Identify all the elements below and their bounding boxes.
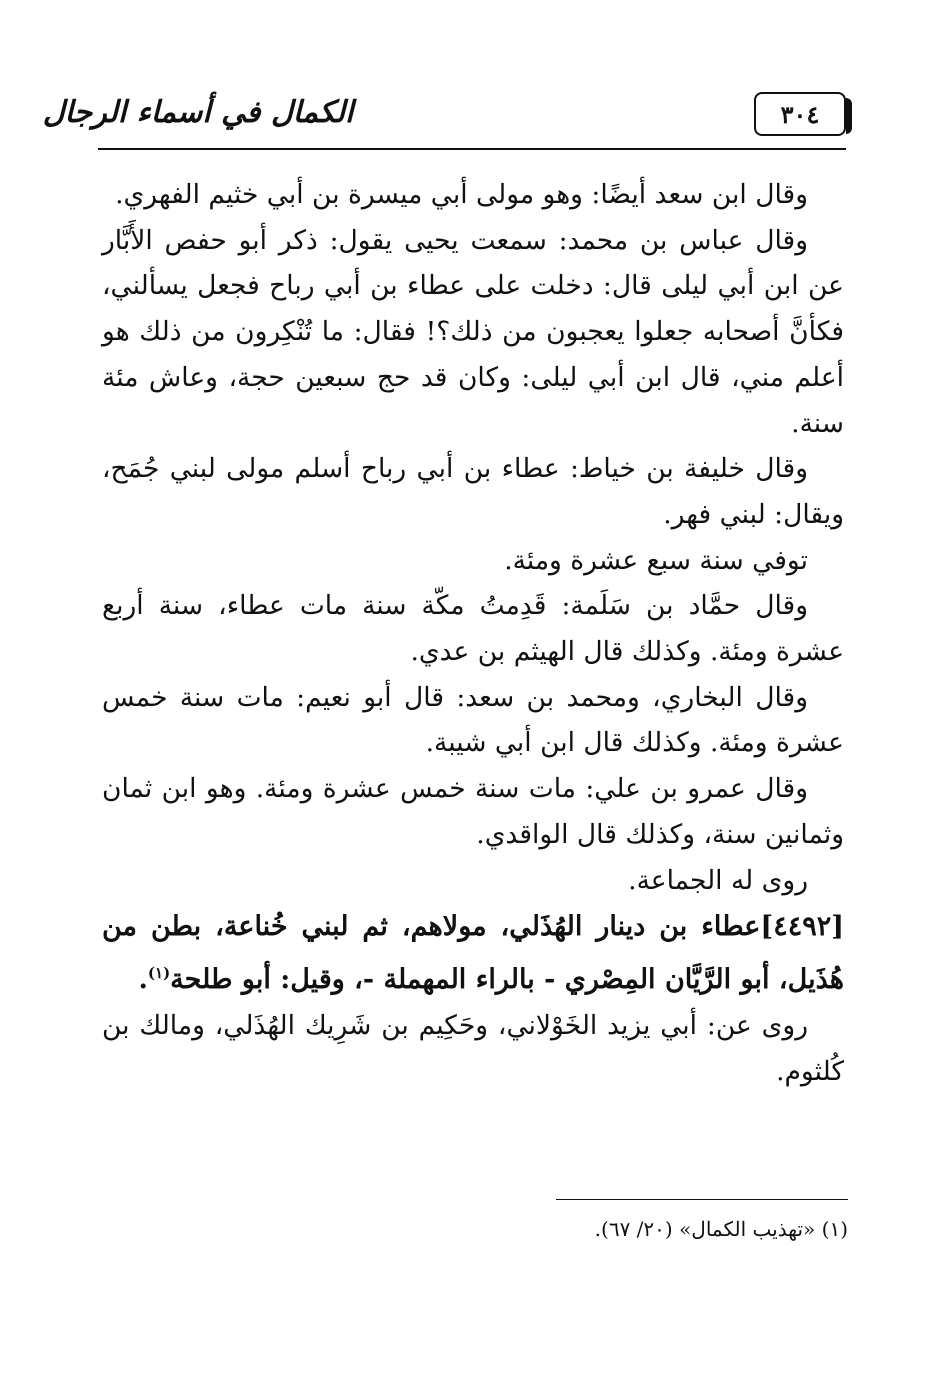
main-text: [102, 172, 844, 1095]
entry-end: .: [138, 964, 148, 996]
footnote-rule: [556, 1199, 848, 1200]
paragraph: وقال عمرو بن علي: مات سنة خمس عشرة ومئة. وهو ابن ثمان وثمانين سنة، وكذلك قال الواقدي.: [102, 773, 844, 850]
page-number: ٣٠٤: [754, 92, 846, 136]
paragraph: وقال خليفة بن خياط: عطاء بن أبي رباح أسلم مولى لبني جُمَح، ويقال: لبني فهر.: [102, 453, 844, 530]
entry-title: عطاء بن دينار الهُذَلي، مولاهم، ثم لبني خُناعة، بطن من هُذَيل، أبو الرَّيَّان المِصْري - بالراء المهملة -، وقيل: أبو طلحة: [102, 911, 844, 996]
footnote: (١) «تهذيب الكمال» (٢٠/ ٦٧).: [594, 1217, 848, 1241]
page-header: [42, 86, 846, 148]
paragraph: وقال ابن سعد أيضًا: وهو مولى أبي ميسرة بن أبي خثيم الفهري.: [115, 179, 808, 210]
paragraph: وقال البخاري، ومحمد بن سعد: قال أبو نعيم: مات سنة خمس عشرة ومئة. وكذلك قال ابن أبي شيبة.: [102, 681, 844, 759]
header-rule: [98, 148, 846, 150]
book-title: الكمال في أسماء الرجال: [42, 94, 354, 130]
entry-number: [٤٤٩٢]: [760, 911, 844, 943]
entry-heading: [102, 903, 844, 1003]
paragraph: روى له الجماعة.: [628, 864, 808, 896]
narrators-paragraph: روى عن: أبي يزيد الخَوْلاني، وحَكِيم بن شَرِيك الهُذَلي، ومالك بن كُلثوم.: [102, 1010, 844, 1087]
paragraph: توفي سنة سبع عشرة ومئة.: [504, 544, 808, 576]
paragraph: وقال عباس بن محمد: سمعت يحيى يقول: ذكر أبو حفص الأَبَّار عن ابن أبي ليلى قال: دخلت على عطاء بن أبي رباح فجعل يسألني، فكأنَّ أصحابه جعلوا يعجبون من ذلك؟! فقال: ما تُنْكِرون من ذلك هو أعلم مني، قال ابن أبي ليلى: وكان قد حج سبعين حجة، وعاش مئة سنة.: [102, 224, 844, 439]
paragraph: وقال حمَّاد بن سَلَمة: قَدِمتُ مكّة سنة مات عطاء، سنة أربع عشرة ومئة. وكذلك قال الهيثم بن عدي.: [102, 590, 844, 668]
footnote-ref: (١): [147, 964, 171, 983]
